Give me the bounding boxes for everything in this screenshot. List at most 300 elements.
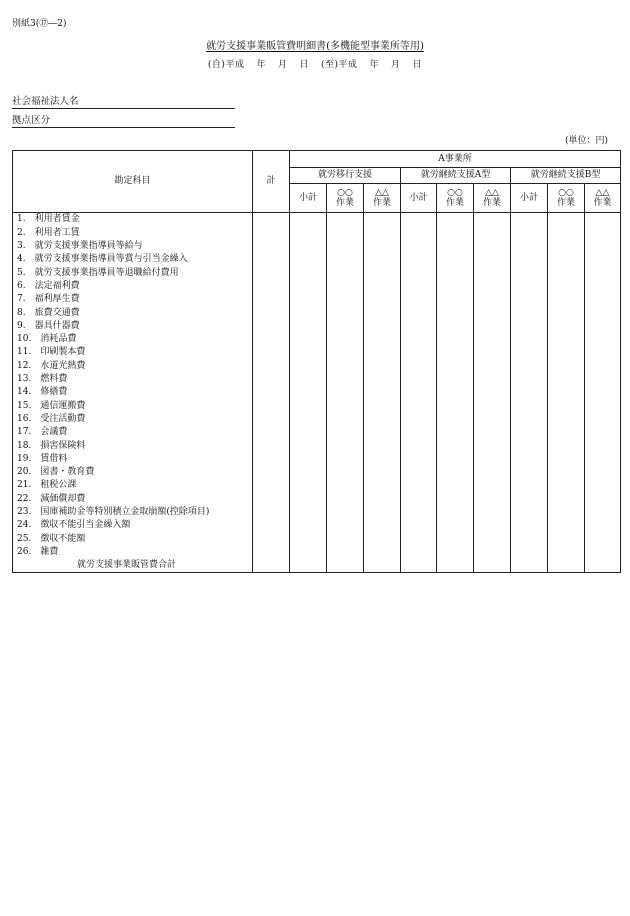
amount-cell[interactable] (548, 479, 585, 492)
amount-cell[interactable] (253, 439, 290, 452)
amount-cell[interactable] (585, 426, 621, 439)
amount-cell[interactable] (401, 279, 437, 292)
amount-cell[interactable] (327, 346, 364, 359)
amount-cell[interactable] (474, 532, 511, 545)
amount-cell[interactable] (290, 466, 327, 479)
amount-cell[interactable] (327, 333, 364, 346)
amount-cell[interactable] (401, 346, 437, 359)
amount-cell[interactable] (548, 306, 585, 319)
amount-cell[interactable] (327, 439, 364, 452)
amount-cell[interactable] (401, 426, 437, 439)
amount-cell[interactable] (327, 373, 364, 386)
amount-cell[interactable] (474, 293, 511, 306)
period-from-label: (自)平成 (207, 60, 245, 70)
amount-cell[interactable] (437, 479, 474, 492)
amount-cell[interactable] (585, 213, 621, 227)
amount-cell[interactable] (253, 293, 290, 306)
amount-cell[interactable] (401, 532, 437, 545)
amount-cell[interactable] (548, 386, 585, 399)
amount-cell[interactable] (364, 319, 401, 332)
amount-cell[interactable] (511, 479, 548, 492)
amount-cell[interactable] (474, 306, 511, 319)
amount-cell[interactable] (290, 213, 327, 227)
amount-cell[interactable] (401, 226, 437, 239)
amount-cell[interactable] (585, 373, 621, 386)
amount-cell[interactable] (364, 479, 401, 492)
table-row (13, 359, 621, 372)
amount-cell[interactable] (401, 373, 437, 386)
amount-cell[interactable] (401, 559, 437, 573)
table-row (13, 253, 621, 266)
amount-cell[interactable] (290, 412, 327, 425)
amount-cell[interactable] (585, 559, 621, 573)
amount-cell[interactable] (585, 266, 621, 279)
amount-cell[interactable] (585, 519, 621, 532)
amount-cell[interactable] (364, 506, 401, 519)
amount-cell[interactable] (474, 412, 511, 425)
amount-cell[interactable] (437, 532, 474, 545)
amount-cell[interactable] (548, 226, 585, 239)
amount-cell[interactable] (511, 240, 548, 253)
amount-cell[interactable] (327, 359, 364, 372)
amount-cell[interactable] (401, 466, 437, 479)
amount-cell[interactable] (364, 333, 401, 346)
amount-cell[interactable] (511, 373, 548, 386)
amount-cell[interactable] (511, 545, 548, 558)
amount-cell[interactable] (474, 559, 511, 573)
header-work2: △△ 作業 (474, 184, 511, 213)
amount-cell[interactable] (401, 452, 437, 465)
amount-cell[interactable] (511, 492, 548, 505)
amount-cell[interactable] (474, 399, 511, 412)
amount-cell[interactable] (585, 532, 621, 545)
amount-cell[interactable] (548, 346, 585, 359)
account-label: 7. 福利厚生費 (13, 293, 253, 306)
amount-cell[interactable] (290, 279, 327, 292)
amount-cell[interactable] (327, 279, 364, 292)
amount-cell[interactable] (290, 253, 327, 266)
table-row (13, 226, 621, 239)
amount-cell[interactable] (585, 386, 621, 399)
amount-cell[interactable] (401, 399, 437, 412)
amount-cell[interactable] (401, 412, 437, 425)
amount-cell[interactable] (548, 319, 585, 332)
amount-cell[interactable] (327, 452, 364, 465)
amount-cell[interactable] (474, 240, 511, 253)
period-from-month: 月 (277, 60, 288, 70)
amount-cell[interactable] (548, 426, 585, 439)
amount-cell[interactable] (437, 466, 474, 479)
amount-cell[interactable] (437, 346, 474, 359)
amount-cell[interactable] (364, 306, 401, 319)
amount-cell[interactable] (401, 492, 437, 505)
amount-cell[interactable] (364, 492, 401, 505)
amount-cell[interactable] (327, 253, 364, 266)
amount-cell[interactable] (327, 226, 364, 239)
amount-cell[interactable] (474, 226, 511, 239)
amount-cell[interactable] (290, 519, 327, 532)
amount-cell[interactable] (327, 506, 364, 519)
amount-cell[interactable] (437, 279, 474, 292)
amount-cell[interactable] (401, 306, 437, 319)
amount-cell[interactable] (474, 506, 511, 519)
amount-cell[interactable] (327, 492, 364, 505)
amount-cell[interactable] (548, 439, 585, 452)
amount-cell[interactable] (253, 253, 290, 266)
amount-cell[interactable] (364, 359, 401, 372)
amount-cell[interactable] (327, 386, 364, 399)
amount-cell[interactable] (437, 412, 474, 425)
amount-cell[interactable] (437, 559, 474, 573)
amount-cell[interactable] (401, 439, 437, 452)
amount-cell[interactable] (290, 293, 327, 306)
amount-cell[interactable] (290, 333, 327, 346)
amount-cell[interactable] (511, 293, 548, 306)
amount-cell[interactable] (548, 399, 585, 412)
amount-cell[interactable] (290, 240, 327, 253)
amount-cell[interactable] (253, 452, 290, 465)
amount-cell[interactable] (364, 240, 401, 253)
amount-cell[interactable] (253, 213, 290, 227)
amount-cell[interactable] (474, 452, 511, 465)
amount-cell[interactable] (327, 240, 364, 253)
header-subtotal: 小計 (401, 184, 437, 213)
amount-cell[interactable] (511, 452, 548, 465)
amount-cell[interactable] (437, 359, 474, 372)
amount-cell[interactable] (290, 386, 327, 399)
amount-cell[interactable] (511, 439, 548, 452)
amount-cell[interactable] (511, 359, 548, 372)
unit-label: (単位：円) (564, 136, 608, 146)
amount-cell[interactable] (548, 506, 585, 519)
amount-cell[interactable] (327, 319, 364, 332)
amount-cell[interactable] (364, 399, 401, 412)
amount-cell[interactable] (327, 426, 364, 439)
amount-cell[interactable] (437, 399, 474, 412)
account-label: 8. 旅費交通費 (13, 306, 253, 319)
amount-cell[interactable] (253, 559, 290, 573)
amount-cell[interactable] (548, 359, 585, 372)
amount-cell[interactable] (548, 466, 585, 479)
amount-cell[interactable] (364, 412, 401, 425)
amount-cell[interactable] (511, 399, 548, 412)
amount-cell[interactable] (511, 253, 548, 266)
amount-cell[interactable] (290, 346, 327, 359)
amount-cell[interactable] (401, 359, 437, 372)
amount-cell[interactable] (511, 412, 548, 425)
account-label: 9. 器具什器費 (13, 319, 253, 332)
amount-cell[interactable] (548, 333, 585, 346)
amount-cell[interactable] (364, 386, 401, 399)
amount-cell[interactable] (290, 479, 327, 492)
amount-cell[interactable] (437, 452, 474, 465)
amount-cell[interactable] (364, 519, 401, 532)
amount-cell[interactable] (364, 253, 401, 266)
amount-cell[interactable] (401, 506, 437, 519)
amount-cell[interactable] (585, 293, 621, 306)
amount-cell[interactable] (511, 386, 548, 399)
amount-cell[interactable] (585, 319, 621, 332)
period-from-year: 年 (256, 60, 266, 70)
amount-cell[interactable] (364, 466, 401, 479)
amount-cell[interactable] (474, 266, 511, 279)
form-id: 別紙3(⑰―2) (12, 19, 67, 29)
amount-cell[interactable] (511, 266, 548, 279)
amount-cell[interactable] (437, 240, 474, 253)
amount-cell[interactable] (327, 466, 364, 479)
amount-cell[interactable] (585, 479, 621, 492)
amount-cell[interactable] (290, 226, 327, 239)
amount-cell[interactable] (253, 279, 290, 292)
amount-cell[interactable] (474, 253, 511, 266)
amount-cell[interactable] (290, 399, 327, 412)
amount-cell[interactable] (548, 492, 585, 505)
amount-cell[interactable] (253, 226, 290, 239)
amount-cell[interactable] (474, 426, 511, 439)
amount-cell[interactable] (401, 386, 437, 399)
amount-cell[interactable] (585, 306, 621, 319)
amount-cell[interactable] (585, 452, 621, 465)
amount-cell[interactable] (253, 412, 290, 425)
account-label: 18. 損害保険料 (13, 439, 253, 452)
header-work2: △△ 作業 (364, 184, 401, 213)
table-row (13, 386, 621, 399)
amount-cell[interactable] (253, 333, 290, 346)
amount-cell[interactable] (548, 253, 585, 266)
amount-cell[interactable] (290, 306, 327, 319)
amount-cell[interactable] (290, 506, 327, 519)
period-to-year: 年 (369, 60, 380, 70)
amount-cell[interactable] (585, 253, 621, 266)
amount-cell[interactable] (474, 386, 511, 399)
amount-cell[interactable] (327, 293, 364, 306)
amount-cell[interactable] (511, 466, 548, 479)
table-row (13, 545, 621, 558)
amount-cell[interactable] (253, 506, 290, 519)
amount-cell[interactable] (327, 559, 364, 573)
amount-cell[interactable] (548, 266, 585, 279)
header-subtotal: 小計 (290, 184, 327, 213)
amount-cell[interactable] (290, 452, 327, 465)
amount-cell[interactable] (474, 519, 511, 532)
amount-cell[interactable] (548, 279, 585, 292)
amount-cell[interactable] (548, 452, 585, 465)
amount-cell[interactable] (548, 240, 585, 253)
account-label: 20. 図書・教育費 (13, 466, 253, 479)
amount-cell[interactable] (585, 492, 621, 505)
amount-cell[interactable] (364, 373, 401, 386)
amount-cell[interactable] (511, 306, 548, 319)
amount-cell[interactable] (253, 319, 290, 332)
amount-cell[interactable] (585, 226, 621, 239)
amount-cell[interactable] (585, 399, 621, 412)
amount-cell[interactable] (511, 426, 548, 439)
amount-cell[interactable] (511, 519, 548, 532)
amount-cell[interactable] (327, 213, 364, 227)
amount-cell[interactable] (585, 412, 621, 425)
amount-cell[interactable] (290, 266, 327, 279)
amount-cell[interactable] (511, 226, 548, 239)
amount-cell[interactable] (253, 399, 290, 412)
amount-cell[interactable] (253, 346, 290, 359)
amount-cell[interactable] (253, 545, 290, 558)
amount-cell[interactable] (327, 532, 364, 545)
amount-cell[interactable] (511, 333, 548, 346)
amount-cell[interactable] (253, 359, 290, 372)
amount-cell[interactable] (364, 532, 401, 545)
amount-cell[interactable] (290, 439, 327, 452)
amount-cell[interactable] (401, 479, 437, 492)
amount-cell[interactable] (364, 346, 401, 359)
amount-cell[interactable] (401, 293, 437, 306)
amount-cell[interactable] (364, 279, 401, 292)
amount-cell[interactable] (548, 373, 585, 386)
amount-cell[interactable] (585, 346, 621, 359)
amount-cell[interactable] (437, 253, 474, 266)
amount-cell[interactable] (437, 226, 474, 239)
amount-cell[interactable] (401, 266, 437, 279)
amount-cell[interactable] (253, 532, 290, 545)
table-row (13, 506, 621, 519)
amount-cell[interactable] (474, 439, 511, 452)
amount-cell[interactable] (253, 386, 290, 399)
amount-cell[interactable] (327, 412, 364, 425)
amount-cell[interactable] (437, 506, 474, 519)
amount-cell[interactable] (437, 293, 474, 306)
amount-cell[interactable] (585, 439, 621, 452)
amount-cell[interactable] (585, 506, 621, 519)
amount-cell[interactable] (253, 519, 290, 532)
amount-cell[interactable] (290, 492, 327, 505)
amount-cell[interactable] (548, 545, 585, 558)
amount-cell[interactable] (364, 545, 401, 558)
amount-cell[interactable] (401, 213, 437, 227)
table-row (13, 532, 621, 545)
corporation-field[interactable] (12, 108, 235, 109)
amount-cell[interactable] (474, 346, 511, 359)
amount-cell[interactable] (474, 359, 511, 372)
amount-cell[interactable] (290, 319, 327, 332)
amount-cell[interactable] (290, 559, 327, 573)
amount-cell[interactable] (401, 319, 437, 332)
amount-cell[interactable] (437, 386, 474, 399)
amount-cell[interactable] (585, 545, 621, 558)
amount-cell[interactable] (364, 226, 401, 239)
amount-cell[interactable] (364, 426, 401, 439)
amount-cell[interactable] (437, 319, 474, 332)
amount-cell[interactable] (474, 333, 511, 346)
amount-cell[interactable] (253, 266, 290, 279)
amount-cell[interactable] (585, 466, 621, 479)
amount-cell[interactable] (253, 426, 290, 439)
header-work1: ○○ 作業 (548, 184, 585, 213)
amount-cell[interactable] (548, 559, 585, 573)
amount-cell[interactable] (585, 333, 621, 346)
amount-cell[interactable] (437, 426, 474, 439)
header-group-type-a: 就労継続支援A型 (401, 168, 511, 184)
amount-cell[interactable] (364, 293, 401, 306)
amount-cell[interactable] (364, 559, 401, 573)
amount-cell[interactable] (364, 452, 401, 465)
amount-cell[interactable] (474, 213, 511, 227)
amount-cell[interactable] (474, 279, 511, 292)
amount-cell[interactable] (437, 333, 474, 346)
amount-cell[interactable] (327, 479, 364, 492)
amount-cell[interactable] (327, 399, 364, 412)
amount-cell[interactable] (290, 426, 327, 439)
amount-cell[interactable] (511, 532, 548, 545)
division-field[interactable] (12, 127, 235, 128)
amount-cell[interactable] (437, 306, 474, 319)
amount-cell[interactable] (511, 346, 548, 359)
amount-cell[interactable] (290, 359, 327, 372)
amount-cell[interactable] (548, 213, 585, 227)
amount-cell[interactable] (548, 293, 585, 306)
amount-cell[interactable] (585, 359, 621, 372)
amount-cell[interactable] (364, 213, 401, 227)
amount-cell[interactable] (253, 492, 290, 505)
amount-cell[interactable] (511, 559, 548, 573)
amount-cell[interactable] (437, 373, 474, 386)
amount-cell[interactable] (437, 266, 474, 279)
amount-cell[interactable] (511, 279, 548, 292)
amount-cell[interactable] (585, 279, 621, 292)
amount-cell[interactable] (437, 492, 474, 505)
amount-cell[interactable] (253, 466, 290, 479)
corporation-label: 社会福祉法人名 (12, 96, 79, 107)
amount-cell[interactable] (474, 319, 511, 332)
amount-cell[interactable] (290, 532, 327, 545)
account-label: 3. 就労支援事業指導員等給与 (13, 240, 253, 253)
amount-cell[interactable] (511, 506, 548, 519)
amount-cell[interactable] (327, 306, 364, 319)
amount-cell[interactable] (290, 545, 327, 558)
amount-cell[interactable] (474, 466, 511, 479)
amount-cell[interactable] (437, 213, 474, 227)
amount-cell[interactable] (548, 519, 585, 532)
amount-cell[interactable] (437, 439, 474, 452)
amount-cell[interactable] (401, 240, 437, 253)
amount-cell[interactable] (253, 306, 290, 319)
account-label: 21. 租税公課 (13, 479, 253, 492)
amount-cell[interactable] (364, 266, 401, 279)
amount-cell[interactable] (474, 479, 511, 492)
amount-cell[interactable] (253, 373, 290, 386)
amount-cell[interactable] (474, 545, 511, 558)
amount-cell[interactable] (548, 412, 585, 425)
amount-cell[interactable] (327, 266, 364, 279)
amount-cell[interactable] (474, 492, 511, 505)
amount-cell[interactable] (253, 479, 290, 492)
amount-cell[interactable] (364, 439, 401, 452)
header-account: 勘定科目 (13, 151, 253, 213)
amount-cell[interactable] (474, 373, 511, 386)
amount-cell[interactable] (327, 519, 364, 532)
amount-cell[interactable] (290, 373, 327, 386)
amount-cell[interactable] (253, 240, 290, 253)
amount-cell[interactable] (585, 240, 621, 253)
amount-cell[interactable] (401, 253, 437, 266)
amount-cell[interactable] (548, 532, 585, 545)
amount-cell[interactable] (437, 519, 474, 532)
amount-cell[interactable] (401, 519, 437, 532)
amount-cell[interactable] (511, 213, 548, 227)
amount-cell[interactable] (437, 545, 474, 558)
amount-cell[interactable] (401, 333, 437, 346)
amount-cell[interactable] (511, 319, 548, 332)
amount-cell[interactable] (401, 545, 437, 558)
amount-cell[interactable] (327, 545, 364, 558)
